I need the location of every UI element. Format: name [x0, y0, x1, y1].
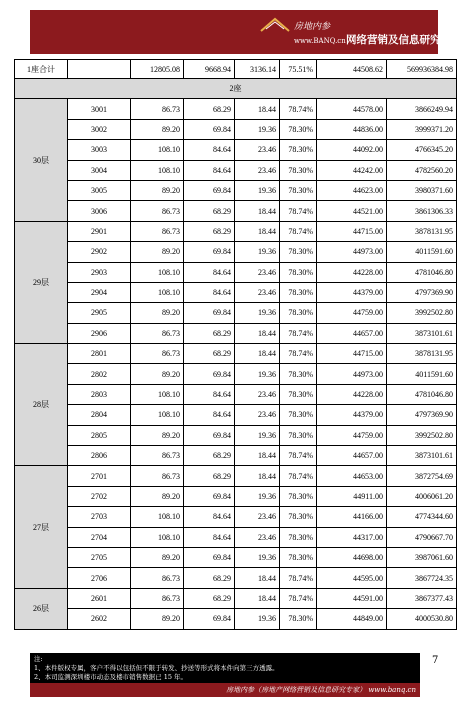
table-cell: 3999371.20 — [387, 119, 457, 139]
table-cell: 3878131.95 — [387, 221, 457, 241]
floor-label: 30层 — [15, 99, 68, 221]
table-cell: 2904 — [68, 282, 131, 302]
table-cell: 4011591.60 — [387, 242, 457, 262]
table-cell: 68.29 — [184, 466, 235, 486]
table-cell: 68.29 — [184, 588, 235, 608]
footer-bar — [30, 683, 420, 697]
table-cell: 19.36 — [235, 547, 280, 567]
table-cell: 108.10 — [131, 160, 184, 180]
table-cell: 44166.00 — [317, 507, 387, 527]
table-row — [15, 405, 457, 425]
note-monitoring: 2、本司监测深圳楼市动态及楼市销售数据已 15 年。 — [34, 673, 188, 681]
table-cell: 86.73 — [131, 466, 184, 486]
table-cell: 78.74% — [280, 446, 317, 466]
table-cell: 2801 — [68, 344, 131, 364]
table-cell: 84.64 — [184, 160, 235, 180]
total-cell: 9668.94 — [184, 60, 235, 79]
table-cell: 2906 — [68, 323, 131, 343]
table-cell: 23.46 — [235, 527, 280, 547]
table-cell: 44759.00 — [317, 303, 387, 323]
table-cell: 2806 — [68, 446, 131, 466]
table-cell: 3004 — [68, 160, 131, 180]
table-cell: 2705 — [68, 547, 131, 567]
table-cell: 18.44 — [235, 201, 280, 221]
table-cell: 18.44 — [235, 588, 280, 608]
table-cell: 3867377.43 — [387, 588, 457, 608]
table-cell: 3006 — [68, 201, 131, 221]
table-cell: 3003 — [68, 140, 131, 160]
table-cell: 44911.00 — [317, 486, 387, 506]
footer-notes — [34, 655, 279, 682]
table-cell: 68.29 — [184, 99, 235, 119]
table-cell: 3005 — [68, 180, 131, 200]
table-cell: 44228.00 — [317, 262, 387, 282]
table-cell: 78.74% — [280, 201, 317, 221]
table-cell: 44521.00 — [317, 201, 387, 221]
table-cell: 19.36 — [235, 425, 280, 445]
table-cell: 2601 — [68, 588, 131, 608]
table-cell: 44578.00 — [317, 99, 387, 119]
table-cell: 68.29 — [184, 446, 235, 466]
table-cell: 86.73 — [131, 323, 184, 343]
table-cell: 78.74% — [280, 466, 317, 486]
table-cell: 68.29 — [184, 344, 235, 364]
table-cell: 69.84 — [184, 486, 235, 506]
header-banner — [30, 10, 462, 54]
table-cell: 78.30% — [280, 507, 317, 527]
table-cell: 23.46 — [235, 160, 280, 180]
table-cell: 84.64 — [184, 384, 235, 404]
table-cell: 69.84 — [184, 180, 235, 200]
table-cell: 108.10 — [131, 405, 184, 425]
table-cell: 2803 — [68, 384, 131, 404]
table-cell: 86.73 — [131, 221, 184, 241]
sales-table — [14, 59, 457, 630]
table-cell: 44242.00 — [317, 160, 387, 180]
table-cell: 44317.00 — [317, 527, 387, 547]
total-row — [15, 60, 457, 79]
table-cell: 78.30% — [280, 140, 317, 160]
table-cell: 78.30% — [280, 547, 317, 567]
table-cell: 2805 — [68, 425, 131, 445]
table-cell: 78.74% — [280, 344, 317, 364]
table-cell: 84.64 — [184, 282, 235, 302]
table-row — [15, 201, 457, 221]
table-cell: 44653.00 — [317, 466, 387, 486]
table-cell: 86.73 — [131, 201, 184, 221]
table-cell: 44973.00 — [317, 364, 387, 384]
table-cell: 4011591.60 — [387, 364, 457, 384]
company-logo — [260, 15, 462, 51]
table-cell: 44379.00 — [317, 282, 387, 302]
table-row — [15, 547, 457, 567]
table-row — [15, 527, 457, 547]
total-cell: 12805.08 — [131, 60, 184, 79]
table-row — [15, 242, 457, 262]
table-cell: 89.20 — [131, 609, 184, 629]
brand-slogan: 网络营销及信息研究专家 — [346, 34, 462, 46]
table-cell: 78.30% — [280, 262, 317, 282]
table-cell: 78.30% — [280, 486, 317, 506]
table-cell: 44715.00 — [317, 344, 387, 364]
table-cell: 78.74% — [280, 99, 317, 119]
table-cell: 78.30% — [280, 405, 317, 425]
table-row — [15, 344, 457, 364]
table-cell: 3980371.60 — [387, 180, 457, 200]
table-cell: 108.10 — [131, 507, 184, 527]
table-cell: 89.20 — [131, 547, 184, 567]
table-row — [15, 466, 457, 486]
table-cell: 69.84 — [184, 609, 235, 629]
table-cell: 2901 — [68, 221, 131, 241]
table-cell: 4797369.90 — [387, 282, 457, 302]
table-cell: 44623.00 — [317, 180, 387, 200]
table-cell: 44836.00 — [317, 119, 387, 139]
table-cell: 86.73 — [131, 568, 184, 588]
table-cell: 84.64 — [184, 507, 235, 527]
table-cell: 68.29 — [184, 323, 235, 343]
table-cell: 18.44 — [235, 221, 280, 241]
total-cell: 44508.62 — [317, 60, 387, 79]
table-cell: 4797369.90 — [387, 405, 457, 425]
table-cell: 78.30% — [280, 425, 317, 445]
table-cell: 86.73 — [131, 446, 184, 466]
table-cell: 18.44 — [235, 466, 280, 486]
table-cell: 2602 — [68, 609, 131, 629]
table-row — [15, 180, 457, 200]
table-cell: 18.44 — [235, 344, 280, 364]
table-cell: 2903 — [68, 262, 131, 282]
table-cell: 2704 — [68, 527, 131, 547]
table-cell: 84.64 — [184, 405, 235, 425]
table-cell: 18.44 — [235, 99, 280, 119]
table-cell: 2902 — [68, 242, 131, 262]
table-cell: 4790667.70 — [387, 527, 457, 547]
table-cell: 78.30% — [280, 364, 317, 384]
floor-label: 29层 — [15, 221, 68, 343]
table-cell: 84.64 — [184, 140, 235, 160]
table-row — [15, 446, 457, 466]
table-cell: 23.46 — [235, 384, 280, 404]
table-cell: 78.30% — [280, 527, 317, 547]
table-cell: 19.36 — [235, 364, 280, 384]
table-cell: 3001 — [68, 99, 131, 119]
table-cell: 4766345.20 — [387, 140, 457, 160]
table-row — [15, 140, 457, 160]
brand-name: 房地内参 — [294, 22, 331, 32]
table-cell: 18.44 — [235, 446, 280, 466]
table-cell: 3873101.61 — [387, 323, 457, 343]
table-cell: 2702 — [68, 486, 131, 506]
table-cell: 108.10 — [131, 140, 184, 160]
table-cell: 3873101.61 — [387, 446, 457, 466]
table-cell: 78.30% — [280, 384, 317, 404]
notes-title: 注: — [34, 655, 43, 663]
table-cell: 23.46 — [235, 140, 280, 160]
table-row — [15, 323, 457, 343]
brand-url: www.BANQ.cn — [294, 37, 346, 45]
table-cell: 23.46 — [235, 282, 280, 302]
table-cell: 69.84 — [184, 242, 235, 262]
table-cell: 108.10 — [131, 262, 184, 282]
table-row — [15, 99, 457, 119]
table-cell: 89.20 — [131, 180, 184, 200]
table-cell: 3866249.94 — [387, 99, 457, 119]
table-cell: 3992502.80 — [387, 303, 457, 323]
table-cell: 2804 — [68, 405, 131, 425]
table-row — [15, 609, 457, 629]
table-cell: 89.20 — [131, 486, 184, 506]
table-cell: 108.10 — [131, 384, 184, 404]
total-cell: 569936384.98 — [387, 60, 457, 79]
total-cell — [68, 60, 131, 79]
table-row — [15, 303, 457, 323]
table-cell: 86.73 — [131, 344, 184, 364]
table-row — [15, 262, 457, 282]
table-cell: 4782560.20 — [387, 160, 457, 180]
table-row — [15, 119, 457, 139]
table-row — [15, 160, 457, 180]
table-cell: 44715.00 — [317, 221, 387, 241]
table-cell: 89.20 — [131, 364, 184, 384]
total-cell: 75.51% — [280, 60, 317, 79]
table-cell: 78.30% — [280, 160, 317, 180]
table-cell: 18.44 — [235, 568, 280, 588]
table-cell: 108.10 — [131, 527, 184, 547]
house-roof-icon — [260, 17, 290, 35]
table-cell: 78.30% — [280, 180, 317, 200]
table-cell: 2905 — [68, 303, 131, 323]
table-cell: 78.74% — [280, 323, 317, 343]
table-cell: 86.73 — [131, 588, 184, 608]
table-cell: 78.74% — [280, 221, 317, 241]
footer-brand-text: 房地内参（房地产网络营销及信息研究专家） www.banq.cn — [226, 686, 416, 694]
table-cell: 44379.00 — [317, 405, 387, 425]
table-cell: 78.74% — [280, 588, 317, 608]
table-cell: 89.20 — [131, 303, 184, 323]
table-cell: 19.36 — [235, 303, 280, 323]
table-cell: 44973.00 — [317, 242, 387, 262]
table-cell: 3861306.33 — [387, 201, 457, 221]
total-cell: 3136.14 — [235, 60, 280, 79]
table-cell: 84.64 — [184, 262, 235, 282]
table-row — [15, 384, 457, 404]
table-cell: 78.30% — [280, 282, 317, 302]
page-number: 7 — [432, 655, 439, 666]
table-cell: 3992502.80 — [387, 425, 457, 445]
table-cell: 19.36 — [235, 486, 280, 506]
table-cell: 78.30% — [280, 242, 317, 262]
table-cell: 44657.00 — [317, 446, 387, 466]
table-cell: 78.74% — [280, 568, 317, 588]
table-cell: 2706 — [68, 568, 131, 588]
table-cell: 69.84 — [184, 425, 235, 445]
table-cell: 69.84 — [184, 364, 235, 384]
table-cell: 44849.00 — [317, 609, 387, 629]
table-cell: 69.84 — [184, 303, 235, 323]
table-cell: 4781046.80 — [387, 384, 457, 404]
table-cell: 44092.00 — [317, 140, 387, 160]
table-row — [15, 588, 457, 608]
table-cell: 2802 — [68, 364, 131, 384]
table-cell: 4006061.20 — [387, 486, 457, 506]
table-cell: 89.20 — [131, 242, 184, 262]
table-cell: 4781046.80 — [387, 262, 457, 282]
table-cell: 23.46 — [235, 405, 280, 425]
table-cell: 18.44 — [235, 323, 280, 343]
table-row — [15, 425, 457, 445]
table-cell: 44595.00 — [317, 568, 387, 588]
table-cell: 69.84 — [184, 547, 235, 567]
table-cell: 4000530.80 — [387, 609, 457, 629]
footer-block — [30, 653, 420, 697]
table-cell: 23.46 — [235, 262, 280, 282]
table-cell: 44759.00 — [317, 425, 387, 445]
table-cell: 89.20 — [131, 119, 184, 139]
table-cell: 19.36 — [235, 119, 280, 139]
table-cell: 68.29 — [184, 201, 235, 221]
table-cell: 3867724.35 — [387, 568, 457, 588]
section-title: 2座 — [15, 79, 457, 99]
table-cell: 108.10 — [131, 282, 184, 302]
table-row — [15, 364, 457, 384]
table-cell: 19.36 — [235, 609, 280, 629]
table-cell: 23.46 — [235, 507, 280, 527]
table-cell: 78.30% — [280, 303, 317, 323]
table-cell: 44228.00 — [317, 384, 387, 404]
floor-label: 28层 — [15, 344, 68, 466]
table-cell: 4774344.60 — [387, 507, 457, 527]
table-cell: 2701 — [68, 466, 131, 486]
table-cell: 86.73 — [131, 99, 184, 119]
table-cell: 68.29 — [184, 568, 235, 588]
total-cell: 1座合计 — [15, 60, 68, 79]
table-row — [15, 507, 457, 527]
table-cell: 3002 — [68, 119, 131, 139]
table-cell: 68.29 — [184, 221, 235, 241]
table-cell: 44698.00 — [317, 547, 387, 567]
table-cell: 44591.00 — [317, 588, 387, 608]
table-row — [15, 221, 457, 241]
table-cell: 78.30% — [280, 119, 317, 139]
floor-label: 26层 — [15, 588, 68, 629]
table-row — [15, 568, 457, 588]
table-cell: 3878131.95 — [387, 344, 457, 364]
table-cell: 69.84 — [184, 119, 235, 139]
note-copyright: 1、本件版权专属，客户不得以包括但不限于转发、抄送等形式将本件向第三方透露。 — [34, 664, 279, 672]
table-cell: 3987061.60 — [387, 547, 457, 567]
table-cell: 2703 — [68, 507, 131, 527]
table-row — [15, 282, 457, 302]
floor-label: 27层 — [15, 466, 68, 588]
table-cell: 78.30% — [280, 609, 317, 629]
table-cell: 84.64 — [184, 527, 235, 547]
table-cell: 89.20 — [131, 425, 184, 445]
section-row — [15, 79, 457, 99]
table-cell: 19.36 — [235, 180, 280, 200]
table-cell: 3872754.69 — [387, 466, 457, 486]
table-cell: 19.36 — [235, 242, 280, 262]
table-row — [15, 486, 457, 506]
table-cell: 44657.00 — [317, 323, 387, 343]
